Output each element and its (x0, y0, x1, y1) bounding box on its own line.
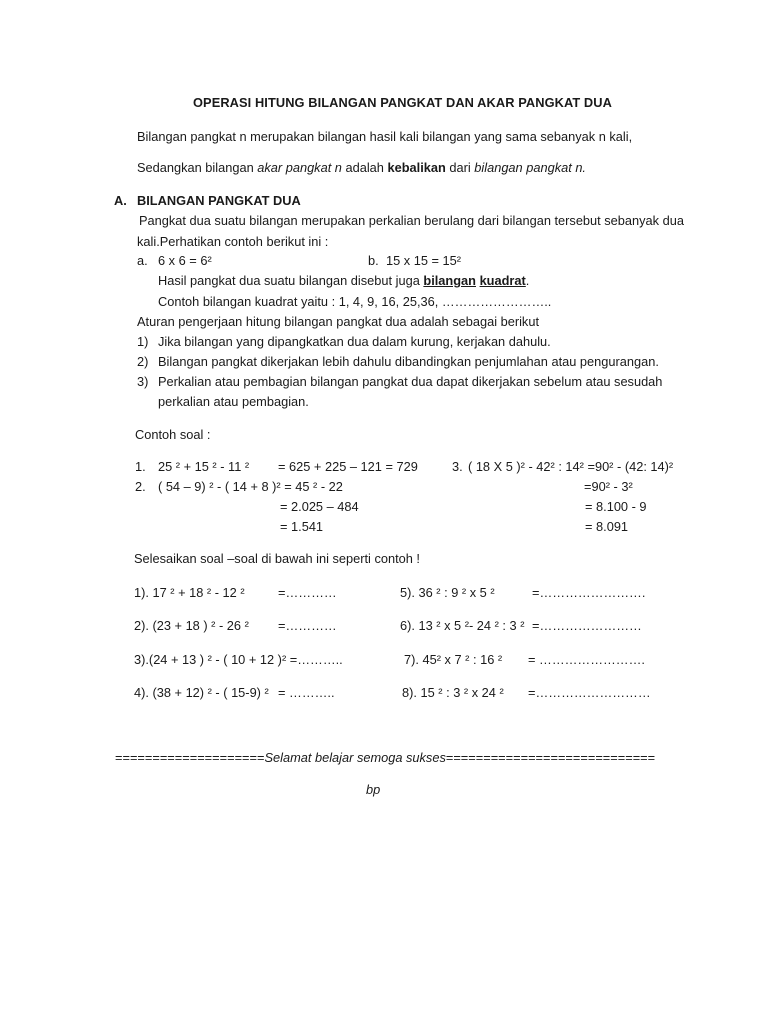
document-title: OPERASI HITUNG BILANGAN PANGKAT DAN AKAR PANGKAT DUA (193, 95, 612, 110)
closing-rule-left: ==================== (115, 750, 265, 765)
exercise-8-question: 8). 15 ² : 3 ² x 24 ² (402, 685, 504, 700)
exercise-5-answer-blank[interactable]: =……………………. (532, 585, 646, 600)
exercise-6-answer-blank[interactable]: =…………………… (532, 618, 642, 633)
exercise-8-answer-blank[interactable]: =……………………… (528, 685, 651, 700)
kuadrat-examples: Contoh bilangan kuadrat yaitu : 1, 4, 9, 16, 25,36, …………………….. (158, 294, 552, 309)
exercise-2-answer-blank[interactable]: =………… (278, 618, 337, 633)
example-2-step-3: = 1.541 (280, 519, 324, 534)
closing-message: Selamat belajar semoga sukses (264, 750, 446, 765)
intro-line-1: Bilangan pangkat n merupakan bilangan hasil kali bilangan yang sama sebanyak n kali, (137, 129, 633, 144)
closing-line (115, 750, 655, 765)
closing-rule-right: ============================ (445, 750, 656, 765)
example-1-result: = 625 + 225 – 121 = 729 (278, 459, 418, 474)
rule-1-text: Jika bilangan yang dipangkatkan dua dalam kurung, kerjakan dahulu. (158, 334, 551, 349)
example-problems-label: Contoh soal : (135, 427, 211, 442)
section-a-marker: A. (114, 193, 127, 208)
example-2-number: 2. (135, 479, 146, 494)
example-3-step-3: = 8.100 - 9 (585, 499, 647, 514)
exercise-1-question: 1). 17 ² + 18 ² - 12 ² (134, 585, 245, 600)
exercise-1-answer-blank[interactable]: =………… (278, 585, 337, 600)
rule-3-number: 3) (137, 374, 149, 389)
rules-intro: Aturan pengerjaan hitung bilangan pangkat dua adalah sebagai berikut (137, 314, 539, 329)
rule-2-number: 2) (137, 354, 149, 369)
rule-3-text: Perkalian atau pembagian bilangan pangkat dua dapat dikerjakan sebelum atau sesudah (158, 374, 663, 389)
example-3-number: 3. (452, 459, 463, 474)
example-a: 6 x 6 = 6² (158, 253, 212, 268)
example-a-marker: a. (137, 253, 148, 268)
rule-1-number: 1) (137, 334, 149, 349)
rule-2-text: Bilangan pangkat dikerjakan lebih dahulu dibandingkan penjumlahan atau pengurangan. (158, 354, 659, 369)
exercise-2-question: 2). (23 + 18 ) ² - 26 ² (134, 618, 249, 633)
example-3-expression: ( 18 X 5 )² - 42² : 14² =90² - (42: 14)² (468, 459, 674, 474)
example-3-step-2: =90² - 3² (584, 479, 633, 494)
signature: bp (366, 782, 381, 797)
exercise-instruction: Selesaikan soal –soal di bawah ini seperti contoh ! (134, 551, 420, 566)
example-2-step-2: = 2.025 – 484 (280, 499, 359, 514)
exercise-5-question: 5). 36 ² : 9 ² x 5 ² (400, 585, 495, 600)
exercise-4-answer-blank[interactable]: = ……….. (278, 685, 335, 700)
section-a-heading: BILANGAN PANGKAT DUA (137, 193, 301, 208)
example-3-step-4: = 8.091 (585, 519, 629, 534)
rule-3-continuation: perkalian atau pembagian. (158, 394, 309, 409)
section-a-paragraph-2: kali.Perhatikan contoh berikut ini : (137, 234, 329, 249)
exercise-7-answer-blank[interactable]: = ……………………. (528, 652, 645, 667)
section-a-paragraph-1: Pangkat dua suatu bilangan merupakan perkalian berulang dari bilangan tersebut sebanyak dua (139, 213, 684, 228)
kuadrat-definition: Hasil pangkat dua suatu bilangan disebut juga bilangan kuadrat. (158, 273, 530, 288)
example-b: 15 x 15 = 15² (386, 253, 462, 268)
example-b-marker: b. (368, 253, 379, 268)
exercise-6-question: 6). 13 ² x 5 ²- 24 ² : 3 ² (400, 618, 525, 633)
exercise-3-question: 3).(24 + 13 ) ² - ( 10 + 12 )² =……….. (134, 652, 343, 667)
intro-line-2: Sedangkan bilangan akar pangkat n adalah kebalikan dari bilangan pangkat n. (137, 160, 586, 175)
exercise-4-question: 4). (38 + 12) ² - ( 15-9) ² (134, 685, 269, 700)
example-1-number: 1. (135, 459, 146, 474)
exercise-7-question: 7). 45² x 7 ² : 16 ² (404, 652, 503, 667)
example-2-expression: ( 54 – 9) ² - ( 14 + 8 )² = 45 ² - 22 (158, 479, 343, 494)
example-1-expression: 25 ² + 15 ² - 11 ² (158, 459, 250, 474)
